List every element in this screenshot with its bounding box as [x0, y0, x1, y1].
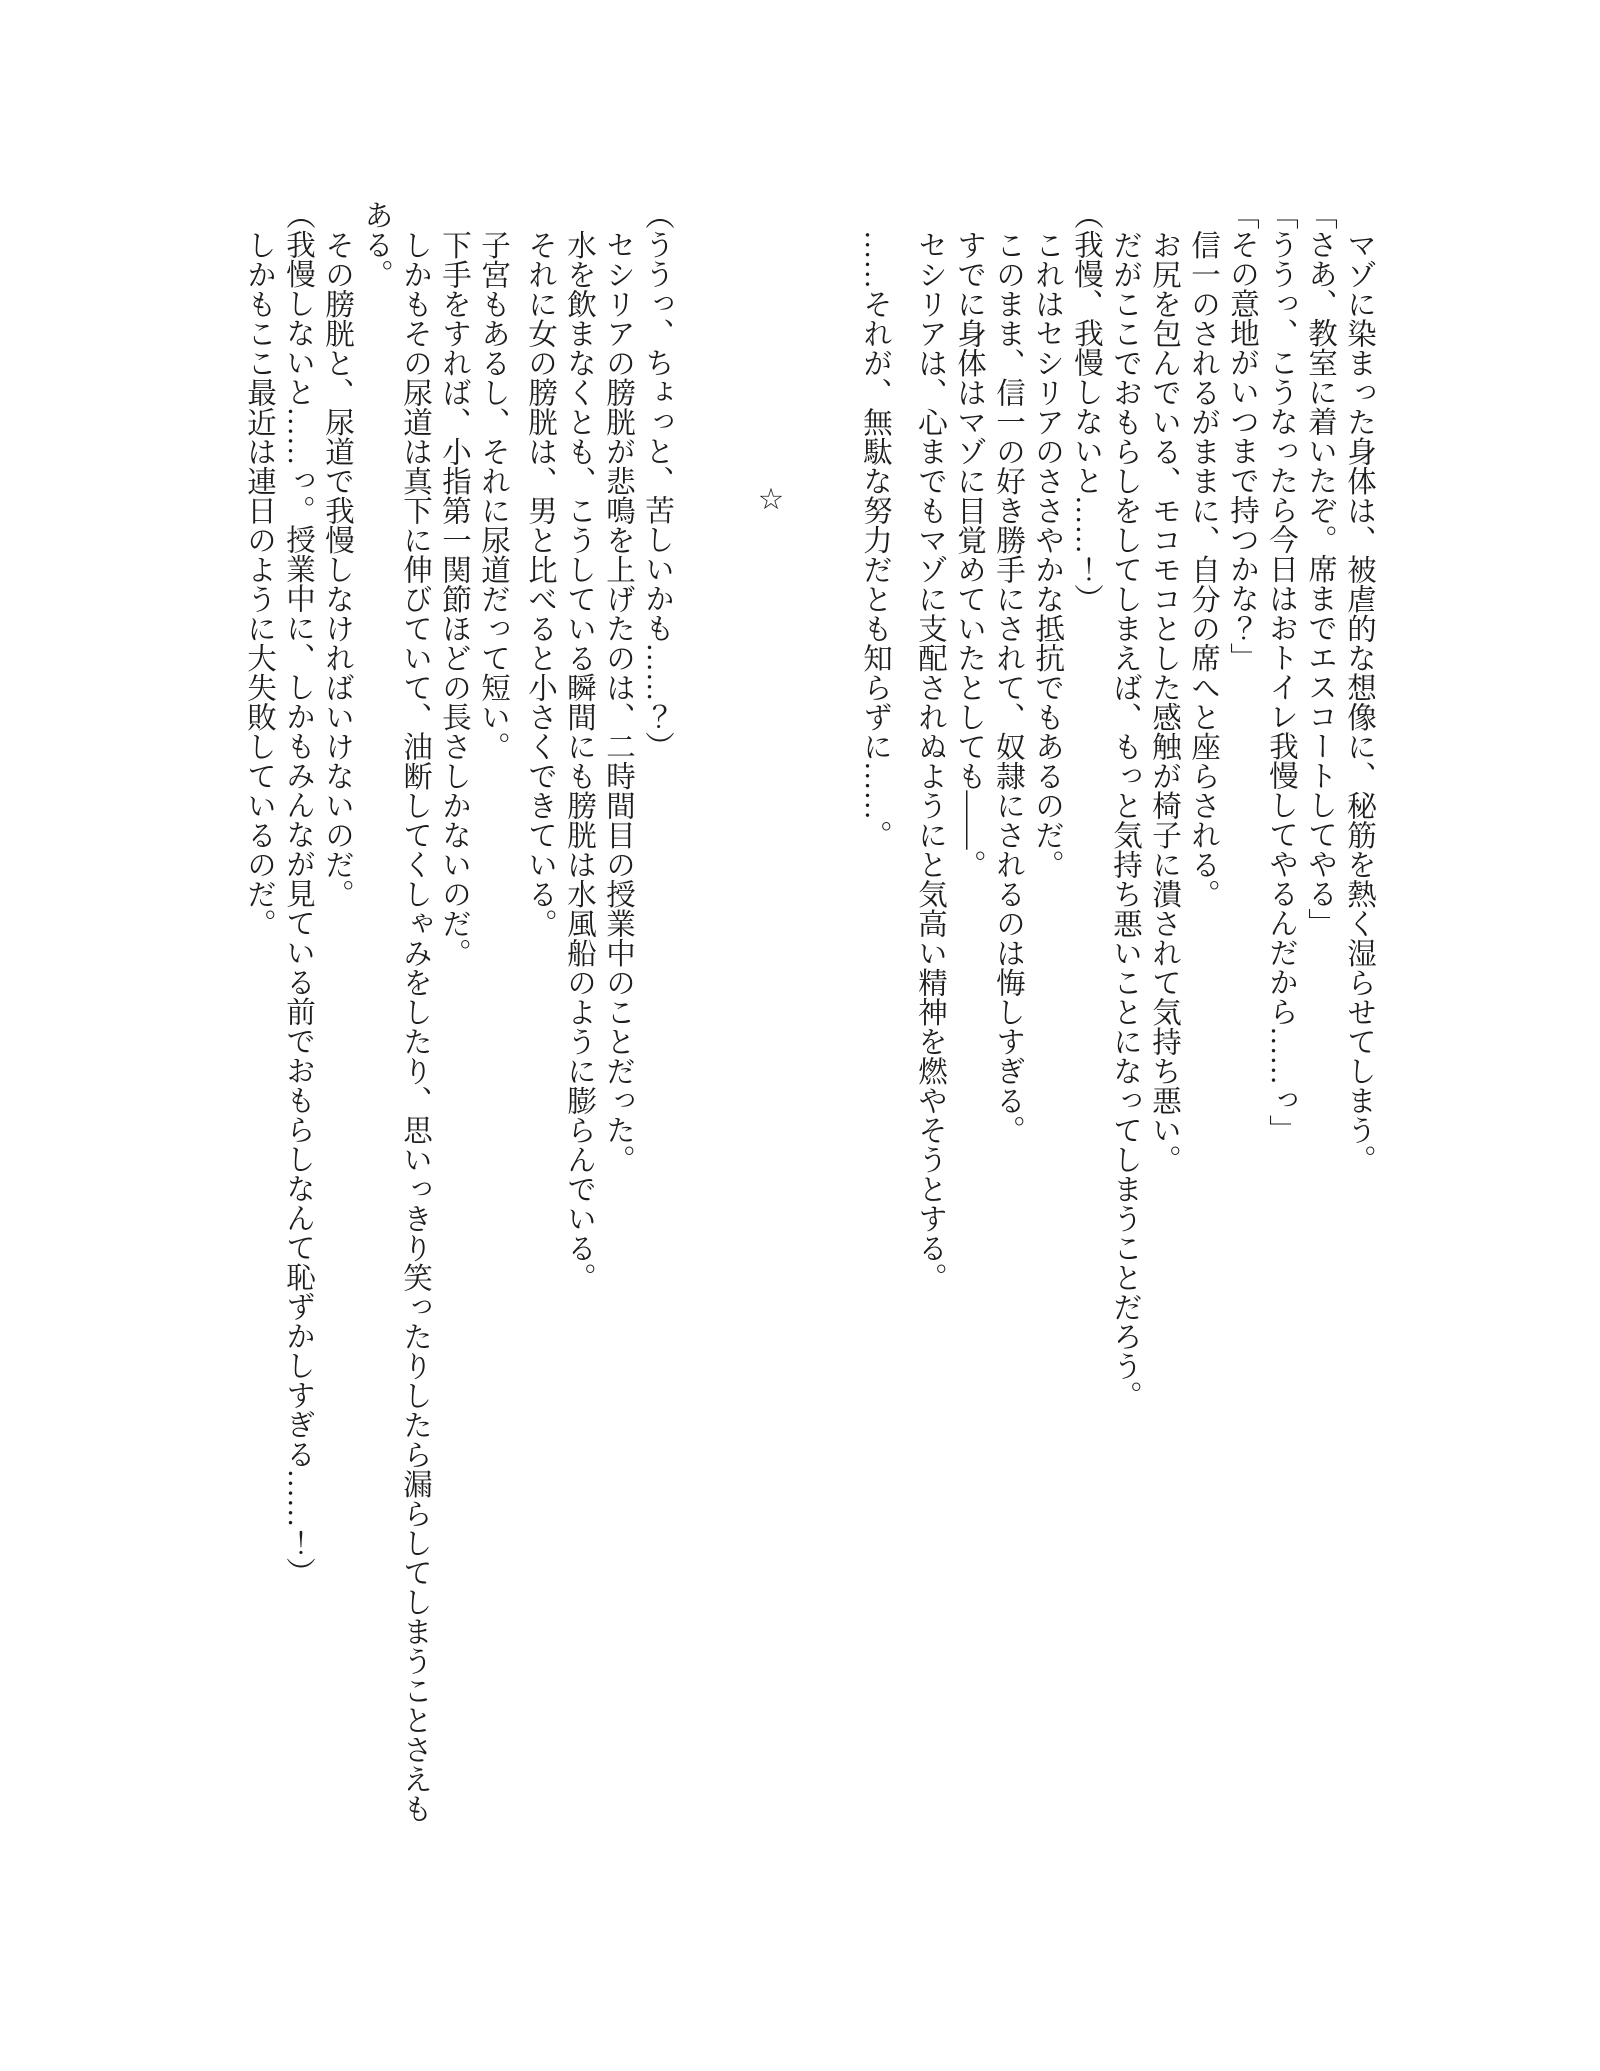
- paragraph: すでに身体はマゾに目覚めていたとしても――。: [953, 229, 985, 879]
- dialogue-line: 「その意地がいつまで持つかな？」: [1226, 200, 1258, 672]
- paragraph: セシリアの膀胱が悲鳴を上げたのは、二時間目の授業中のことだった。: [602, 229, 634, 1174]
- paragraph: だがここでおもらしをしてしまえば、もっと気持ち悪いことになってしまうことだろう。: [1109, 229, 1141, 1410]
- paragraph: しかもその尿道は真下に伸びていて、油断してくしゃみをしたり、思いっきり笑ったりしたら漏らしてしまうことさえもある。: [360, 200, 431, 1823]
- dialogue-line: 「ううっ、こうなったら今日はおトイレ我慢してやるんだから……っ」: [1265, 200, 1297, 1144]
- paragraph: 信一のされるがままに、自分の席へと座らされる。: [1187, 229, 1219, 908]
- paragraph: お尻を包んでいる、モコモコとした感触が椅子に潰されて気持ち悪い。: [1148, 229, 1180, 1174]
- paragraph: しかもここ最近は連日のように大失敗しているのだ。: [243, 229, 275, 938]
- paragraph: これはセシリアのささやかな抵抗でもあるのだ。: [1031, 229, 1063, 879]
- vertical-text-block: [239, 200, 1378, 1830]
- paragraph: ……それが、無駄な努力だとも知らずに……。: [859, 229, 891, 849]
- paragraph: 下手をすれば、小指第一関節ほどの長さしかないのだ。: [438, 229, 470, 967]
- paragraph: 水を飲まなくとも、こうしている瞬間にも膀胱は水風船のように膨らんでいる。: [563, 229, 595, 1292]
- paragraph: マゾに染まった身体は、被虐的な想像に、秘筋を熱く湿らせてしまう。: [1343, 229, 1375, 1174]
- paragraph: それに女の膀胱は、男と比べると小さくできている。: [524, 229, 556, 938]
- paragraph: このまま、信一の好き勝手にされて、奴隷にされるのは悔しすぎる。: [992, 229, 1024, 1144]
- paragraph: その膀胱と、尿道で我慢しなければいけないのだ。: [321, 229, 353, 908]
- thought-line: （ううっ、ちょっと、苦しいかも……？）: [641, 200, 673, 761]
- thought-line: （我慢、我慢しないと……！）: [1070, 200, 1102, 613]
- dialogue-line: 「さあ、教室に着いたぞ。席までエスコートしてやる」: [1304, 200, 1336, 938]
- paragraph: 子宮もあるし、それに尿道だって短い。: [477, 229, 509, 761]
- paragraph: セシリアは、心までもマゾに支配されぬようにと気高い精神を燃やそうとする。: [914, 229, 946, 1292]
- section-separator-star: ☆: [754, 482, 786, 516]
- thought-line: （我慢しないと……っ。授業中に、しかもみんなが見ている前でおもらしなんて恥ずかしすぎる……！）: [282, 200, 314, 1587]
